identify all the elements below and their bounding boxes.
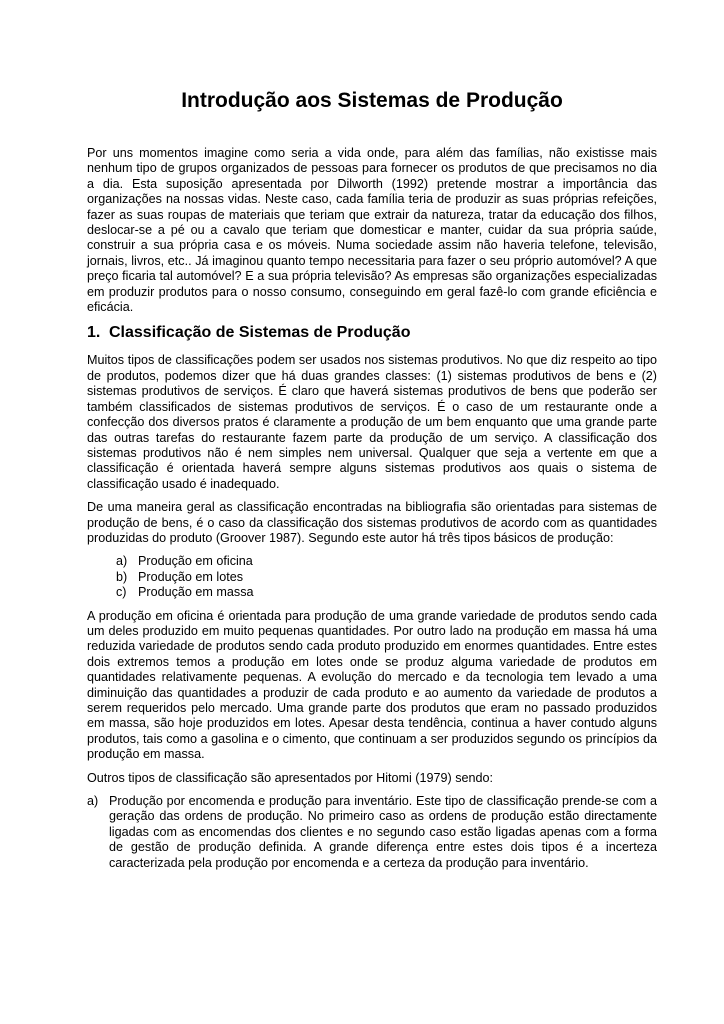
section-heading — [87, 323, 657, 343]
section-paragraph-1: Muitos tipos de classificações podem ser usados nos sistemas produtivos. No que diz respeito ao tipo de produtos, podemos dizer que há duas grandes classes: (1) sistemas produtivos de bens e (2) sistemas produtivos de serviços. É claro que haverá sistemas produtivos de bens que poderão ser também classificados de sistemas produtivos de serviços. É o caso de um restaurante onde a confecção dos diversos pratos é claramente a produção de um bem enquanto que uma grande parte das outras tarefas do restaurante fazem parte da produção de um serviço. A classificação dos sistemas produtivos não é nem simples nem universal. Qualquer que seja a vertente em que a classificação é orientada haverá sempre alguns sistemas produtivos aos quais o sistema de classificação usado é inadequado. — [87, 353, 657, 491]
list-item — [116, 585, 657, 600]
list-item — [116, 554, 657, 569]
list-item-text: Produção em oficina — [138, 554, 253, 569]
classification-item-a — [87, 794, 657, 871]
intro-paragraph: Por uns momentos imagine como seria a vida onde, para além das famílias, não existisse mais nenhum tipo de grupos organizados de pessoas para fornecer os produtos de que precisamos no dia a dia. Esta suposição apresentada por Dilworth (1992) pretende mostrar a importância das organizações na nossas vidas. Neste caso, cada família teria de produzir as suas próprias refeições, fazer as suas roupas de materiais que teriam que extrair da natureza, tratar da educação dos filhos, deslocar-se a pé ou a cavalo que teriam que domesticar e manter, cuidar da sua própria saúde, construir a sua própria casa e os móveis. Numa sociedade assim não haveria telefone, televisão, jornais, livros, etc.. Já imaginou quanto tempo necessitaria para fazer o seu próprio automóvel? A que preço ficaria tal automóvel? E a sua própria televisão? As empresas são organizações especializadas em produzir produtos para o nosso consumo, conseguindo em geral fazê-lo com grande eficiência e eficácia. — [87, 146, 657, 315]
section-paragraph-4: Outros tipos de classificação são apresentados por Hitomi (1979) sendo: — [87, 770, 494, 785]
section-paragraph-3: A produção em oficina é orientada para produção de uma grande variedade de produtos sendo cada um deles produzido em muito pequenas quantidades. Por outro lado na produção em massa há uma reduzida variedade de produtos sendo cada produto produzido em enormes quantidades. Entre estes dois extremos temos a produção em lotes onde se produz alguma variedade de produtos em quantidades relativamente pequenas. A evolução do mercado e da tecnologia tem levado a uma diminuição das quantidades a produzir de cada produto e ao aumento da variedade de produtos a serem requeridos pelo mercado. Uma grande parte dos produtos que eram no passado produzidos em massa, são hoje produzidos em lotes. Apesar desta tendência, continua a haver contudo alguns produtos, tais como a gasolina e o cimento, que continuam a ser produzidos segundo os princípios da produção em massa. — [87, 608, 657, 762]
list-item-text: Produção em lotes — [138, 569, 244, 584]
section-title: Classificação de Sistemas de Produção — [109, 324, 411, 342]
list-marker: a) — [116, 554, 128, 569]
document-title: Introdução aos Sistemas de Produção — [181, 89, 563, 112]
list-item — [116, 570, 657, 585]
list-marker: c) — [116, 585, 127, 600]
production-types-list — [87, 554, 657, 600]
item-text: Produção por encomenda e produção para inventário. Este tipo de classificação prende-se com a geração das ordens de produção. No primeiro caso as ordens de produção estão directamente ligadas com as encomendas dos clientes e no segundo caso estão ligadas apenas com a forma de gestão de produção definida. A grande diferença entre estes dois tipos é a incerteza caracterizada pela produção por encomenda e a certeza da produção para inventário. — [109, 794, 657, 870]
document-page — [87, 88, 657, 879]
section-paragraph-2: De uma maneira geral as classificação encontradas na bibliografia são orientadas para sistemas de produção de bens, é o caso da classificação dos sistemas produtivos de acordo com as quantidades produzidas do produto (Groover 1987). Segundo este autor há três tipos básicos de produção: — [87, 500, 657, 545]
section-number: 1. — [87, 324, 101, 342]
item-marker: a) — [87, 794, 99, 809]
list-item-text: Produção em massa — [138, 585, 254, 600]
list-marker: b) — [116, 569, 128, 584]
